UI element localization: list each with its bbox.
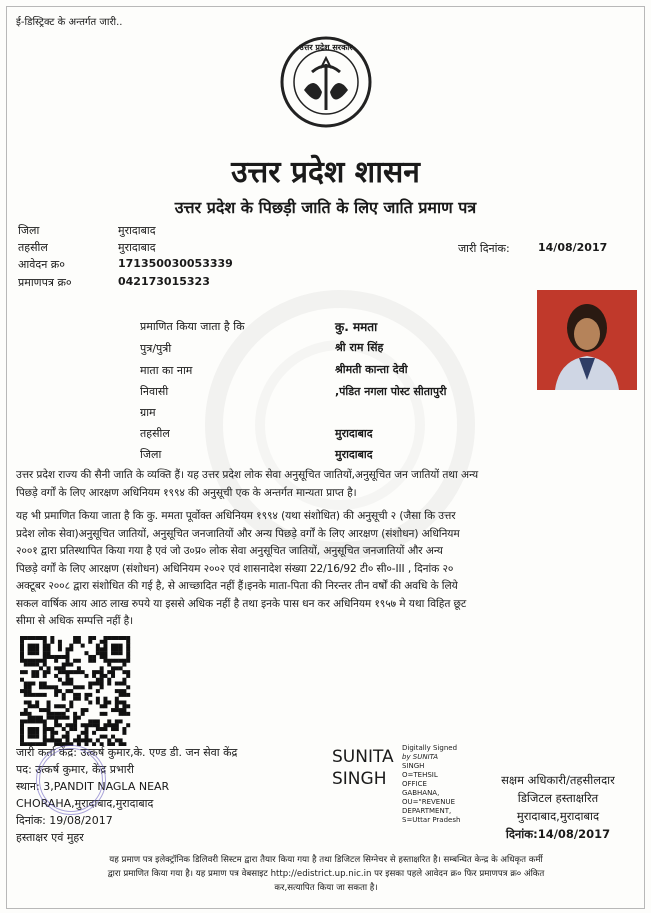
mother-name: श्रीमती कान्ता देवी: [335, 363, 408, 376]
sign-detail-line: S=Uttar Pradesh: [402, 816, 461, 824]
digital-sign-name: [332, 746, 394, 790]
footer-line: कर,सत्यापित किया जा सकता है।: [274, 883, 378, 893]
paragraph-line: उत्तर प्रदेश राज्य की सैनी जाति के व्यक्ति हैं। यह उत्तर प्रदेश लोक सेवा अनुसूचित जातियों,अनुसूचित जन जातियों तथा अन्य: [16, 469, 479, 481]
signer-first-name: SUNITA: [332, 747, 394, 767]
detail-label: पुत्र/पुत्री: [140, 342, 172, 355]
authority-title: सक्षम अधिकारी/तहसीलदार: [501, 773, 615, 787]
tehsil-detail-value: मुरादाबाद: [335, 427, 373, 440]
emblem-text: उत्तर प्रदेश सरकार: [299, 43, 353, 52]
tehsil-label: तहसील: [18, 241, 48, 254]
applicant-photo: [537, 290, 637, 390]
authority-digital: डिजिटल हस्ताक्षरित: [517, 791, 599, 805]
certificate-number-label: प्रमाणपत्र क्र०: [18, 276, 72, 289]
district-value: मुरादाबाद: [118, 224, 156, 237]
authority-place: मुरादाबाद,मुरादाबाद: [516, 809, 600, 823]
footer-line: यह प्रमाण पत्र इलेक्ट्रॉनिक डिलिवरी सिस्टम द्वारा तैयार किया गया है तथा डिजिटल सिग्नेचर से हस्ताक्षरित है। सम्बन्धित केन्द्र के अधिकृत कर्मी: [109, 855, 543, 865]
detail-label: जिला: [140, 448, 162, 461]
tehsil-value: मुरादाबाद: [118, 241, 156, 254]
paragraph-line: २००१ द्वारा प्रतिस्थापित किया गया है एवं जो उ०प्र० लोक सेवा अनुसूचित जातियों, अनुसूचित जनजातियों और अन्य: [16, 545, 443, 557]
signer-last-name: SINGH: [332, 769, 387, 789]
detail-label: निवासी: [140, 385, 169, 398]
sign-detail-line: by SUNITA: [402, 753, 439, 761]
issuer-centre: जारी कर्ता केंद्र: उत्कर्ष कुमार,के. एण्ड डी. जन सेवा केंद्र: [16, 746, 238, 759]
paragraph-line: सकल वार्षिक आय आठ लाख रुपये या इससे अधिक नहीं है तथा इनके पास धन कर अधिनियम १९५७ मे यथा विहित छूट: [16, 597, 467, 610]
district-label: जिला: [18, 224, 40, 237]
paragraph-line: यह भी प्रमाणित किया जाता है कि कु. ममता पूर्वोक्त अधिनियम १९९४ (यथा संशोधित) की अनुसूची २ (जैसा कि उत्तर: [16, 510, 456, 522]
sign-detail-line: DEPARTMENT,: [402, 807, 452, 815]
issuer-place: स्थान: 3,PANDIT NAGLA NEAR: [16, 780, 170, 793]
residence-value: ,पंडित नगला पोस्ट सीतापुरी: [335, 385, 447, 398]
sign-detail-line: GABHANA,: [402, 789, 440, 797]
issuer-place-line2: CHORAHA,मुरादाबाद,मुरादाबाद: [16, 797, 154, 810]
page-title: उत्तर प्रदेश शासन: [231, 155, 420, 190]
paragraph-line: प्रदेश लोक सेवा)अनुसूचित जातियों, अनुसूचित जनजातियों और अन्य पिछड़े वर्गों के लिए आरक्षण (संशोधन) अधिनियम: [16, 527, 460, 540]
sign-detail-line: Digitally Signed: [402, 744, 458, 752]
issuer-stamp: [36, 745, 106, 815]
header-note: ई-डिस्ट्रिक्ट के अन्तर्गत जारी..: [16, 17, 123, 28]
certification-paragraph: [16, 508, 638, 631]
digital-sign-details: [402, 744, 460, 825]
authority-date: दिनांक:14/08/2017: [505, 827, 611, 841]
application-number: 171350030053339: [118, 257, 233, 270]
qr-code: [14, 636, 136, 746]
caste-paragraph: [16, 467, 638, 502]
paragraph-line: पिछड़े वर्गों के लिए आरक्षण अधिनियम १९९४ की अनुसूची एक के अन्तर्गत मान्यता प्राप्त है।: [16, 486, 357, 499]
detail-label: प्रमाणित किया जाता है कि: [140, 320, 245, 333]
paragraph-line: सीमा से अधिक सम्पत्ति नहीं है।: [16, 615, 134, 627]
father-name: श्री राम सिंह: [335, 341, 384, 354]
issuer-date: दिनांक: 19/08/2017: [16, 814, 113, 827]
issue-date-label: जारी दिनांक:: [458, 242, 510, 255]
sign-detail-line: OFFICE: [402, 780, 427, 788]
paragraph-line: अक्टूबर २००८ द्वारा संशोधित की गई है, से आच्छादित नहीं हैं।इनके माता-पिता की निरन्तर तीन वर्षों की अवधि के लिये: [16, 580, 458, 592]
authority-block: [478, 771, 638, 843]
detail-label: तहसील: [140, 427, 170, 440]
certificate-subtitle: उत्तर प्रदेश के पिछड़ी जाति के लिए जाति प्रमाण पत्र: [174, 198, 477, 217]
sign-detail-line: OU="REVENUE: [402, 798, 455, 806]
issue-date: 14/08/2017: [538, 241, 608, 254]
footer-note: [14, 853, 638, 895]
detail-label: माता का नाम: [140, 364, 193, 377]
sign-detail-line: O=TEHSIL: [402, 771, 438, 779]
issuer-post: पद: उत्कर्ष कुमार, केंद्र प्रभारी: [16, 763, 134, 776]
sign-detail-line: SINGH: [402, 762, 425, 770]
issuer-signature-label: हस्ताक्षर एवं मुहर: [16, 831, 84, 844]
detail-label: ग्राम: [140, 406, 156, 419]
district-detail-value: मुरादाबाद: [335, 448, 373, 461]
application-label: आवेदन क्र०: [18, 258, 65, 271]
footer-line: द्वारा प्रमाणित किया गया है। यह प्रमाण पत्र वेबसाइट http://edistrict.up.nic.in पर इसका पहले आवेदन क्र० फिर प्रमाणपत्र क्र० अंकित: [107, 869, 545, 879]
certificate-number: 042173015323: [118, 275, 210, 288]
paragraph-line: पिछड़े वर्गों के लिए आरक्षण (संशोधन) अधिनियम २००२ एवं शासनादेश संख्या 22/16/92 टी० सी०-III , दिनांक २०: [16, 562, 454, 575]
applicant-name: कु. ममता: [335, 320, 378, 334]
